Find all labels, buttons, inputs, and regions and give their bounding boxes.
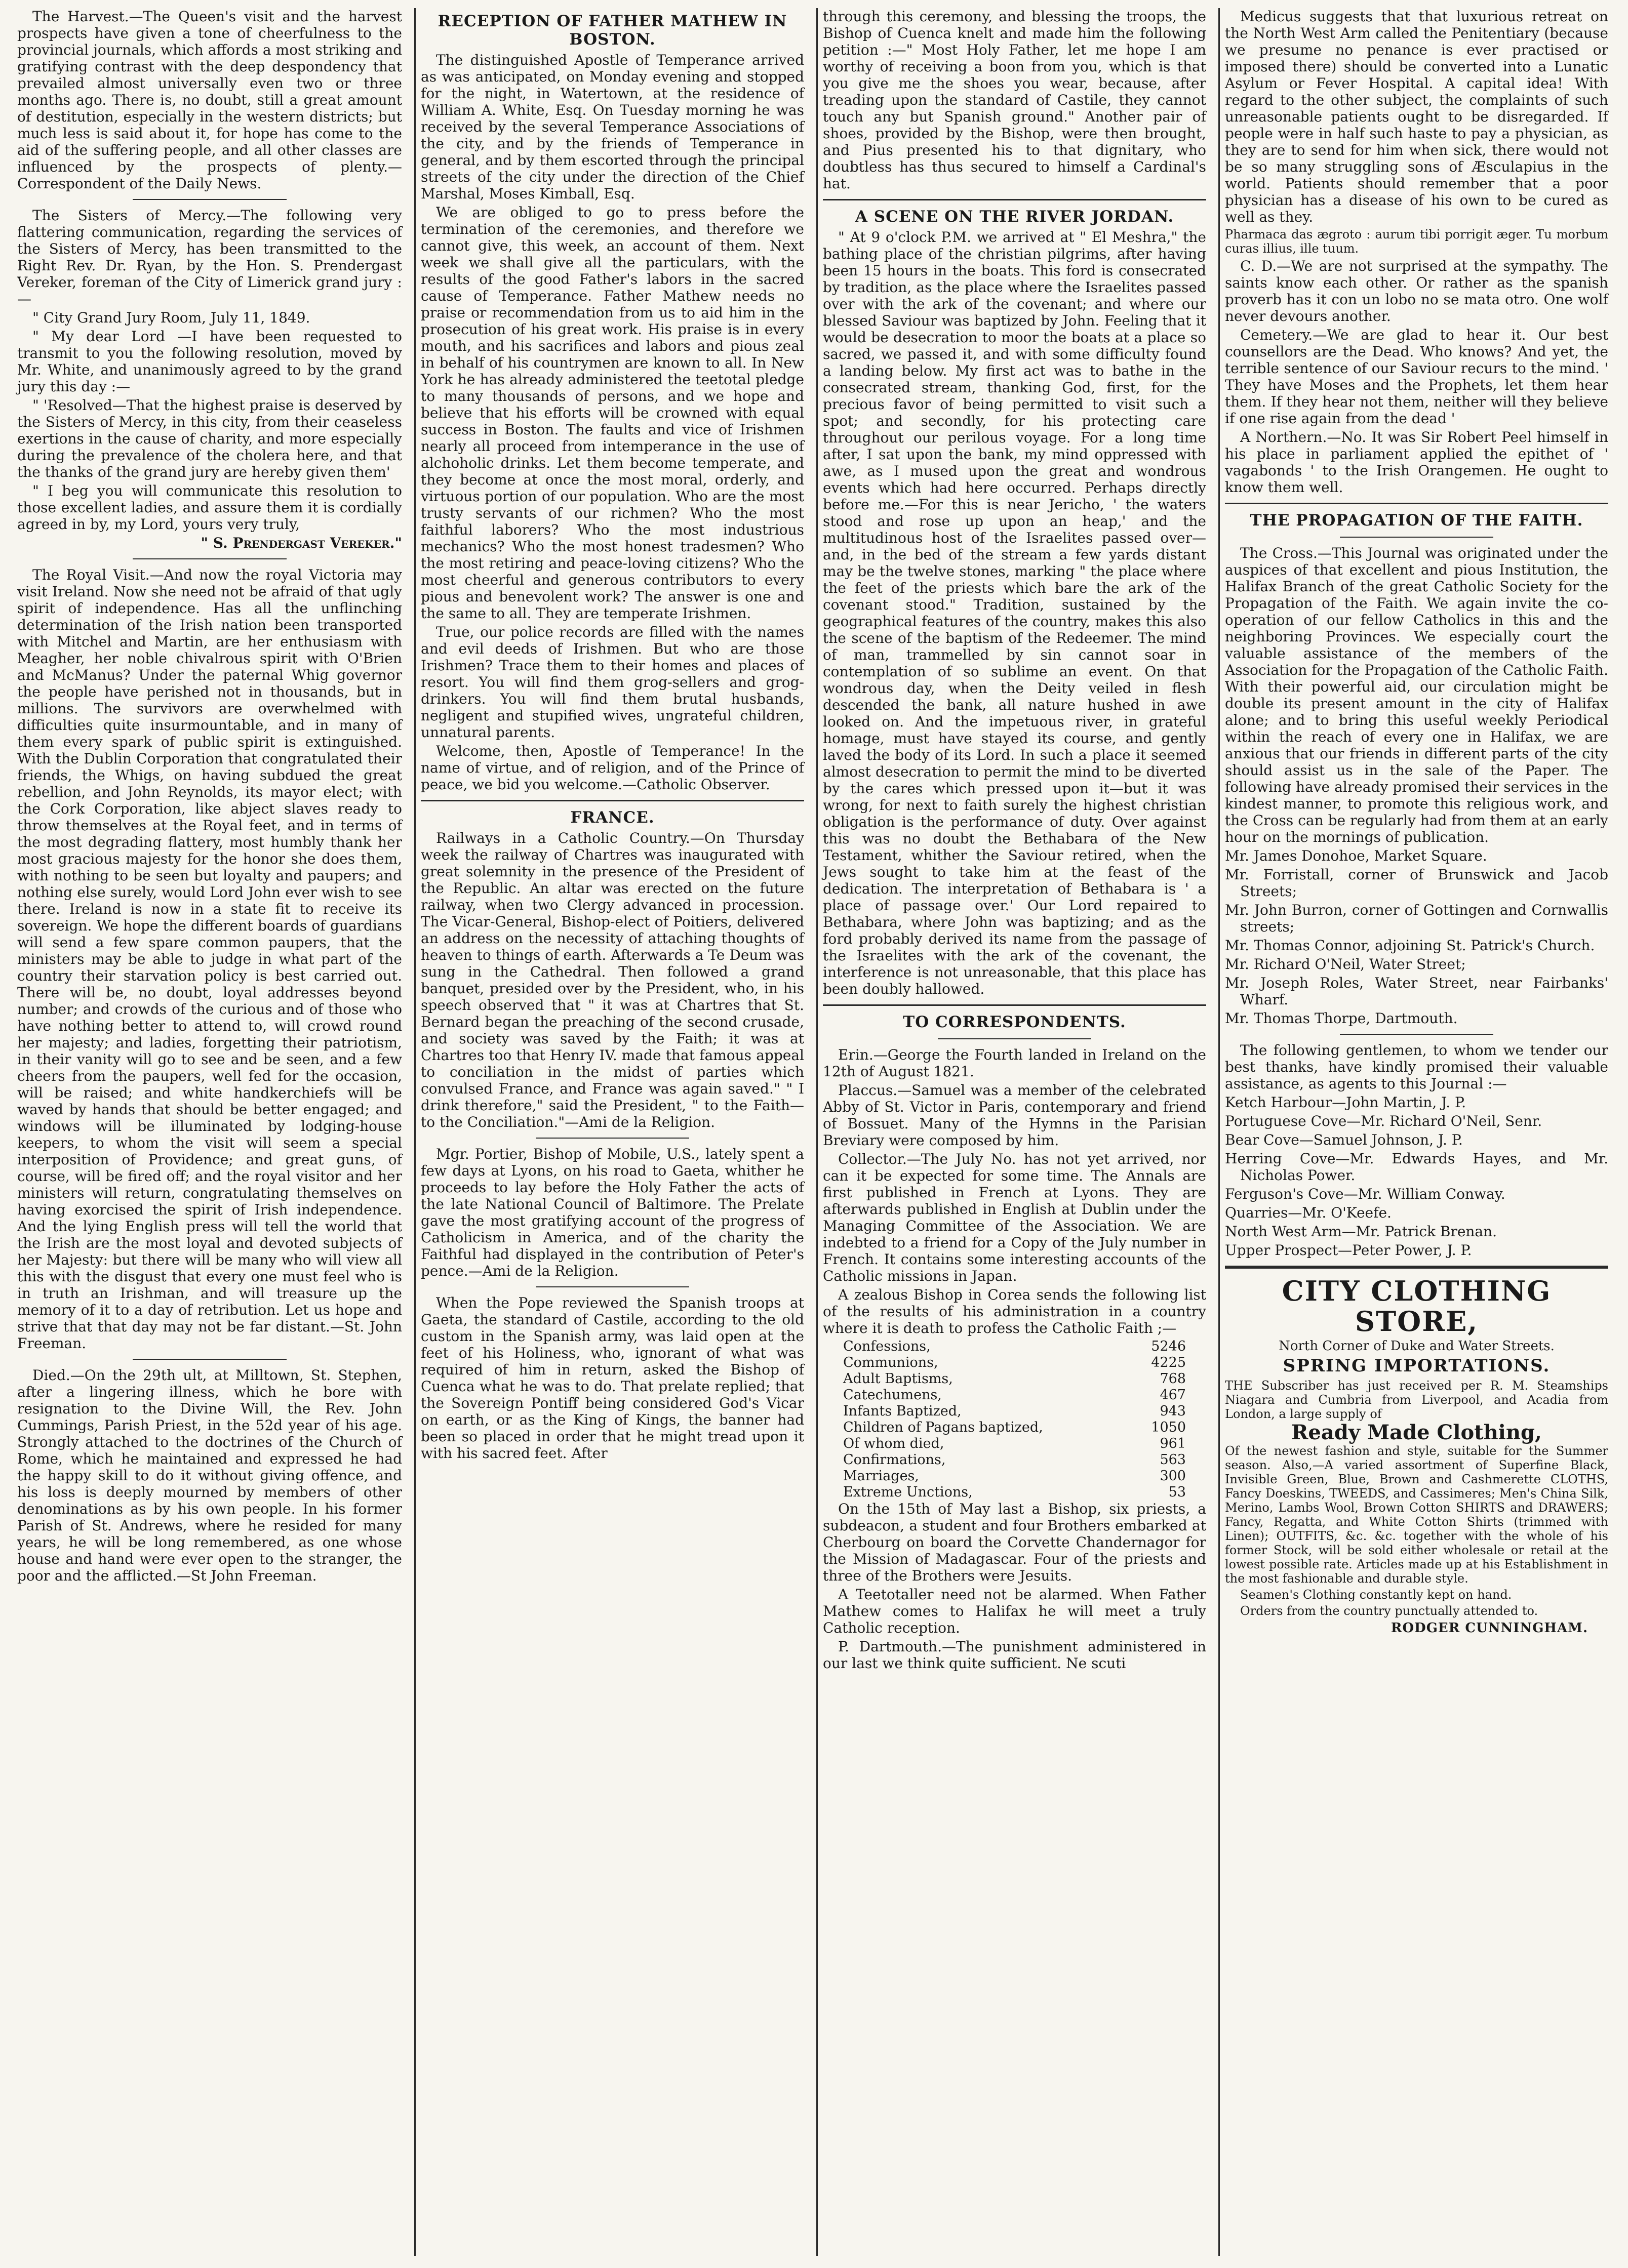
note-cd: C. D.—We are not surprised at the sympathy. The saints know each other. Or rather as the spanish proverb has it con un lobo no se mata otro. One wolf never devours another.: [1225, 258, 1608, 325]
sellers-list: [1225, 847, 1608, 1027]
stat-label: Extreme Unctions,: [843, 1484, 973, 1500]
stat-label: Confessions,: [843, 1339, 931, 1354]
stat-row: [823, 1420, 1206, 1436]
divider: [938, 1038, 1091, 1039]
note-medicus: Medicus suggests that that luxurious retreat on the North West Arm called the Penitentiary (because we presume no penance is ever practised or imposed there) should be converted into a Lunatic Asylum or Fever Hospital. A capital idea! With regard to the other subject, the complaints of such unreasonable patients ought to be disregarded. If people were in half such haste to pay a physician, as they are to send for him when sick, there would not be so many struggling sons of Æsculapius in the world. Patients should remember that a poor physician has a disease of his own to be cured as well as they.: [1225, 8, 1608, 225]
divider: [1340, 1034, 1493, 1035]
agent-item: North West Arm—Mr. Patrick Brenan.: [1225, 1223, 1497, 1240]
divider: [133, 199, 287, 200]
note-cemetery: Cemetery.—We are glad to hear it. Our best counsellors are the Dead. Who knows? And yet, the terrible sentence of our Saviour recurs to the mind. ' They have Moses and the Prophets, let them hear them. If they hear not them, neither will they believe if one rise again from the dead ': [1225, 327, 1608, 427]
seller-item: Mr. Thomas Thorpe, Dartmouth.: [1225, 1010, 1458, 1027]
ad-body-1: THE Subscriber has just received per R. M. Steamships Niagara and Cumbria from Liverpool, and Acadia from London, a large supply of: [1225, 1379, 1608, 1421]
ad-spring-heading: SPRING IMPORTATIONS.: [1283, 1356, 1551, 1376]
ad-body-3: Seamen's Clothing constantly kept on hand.: [1240, 1588, 1512, 1602]
stat-label: Catechumens,: [843, 1387, 942, 1403]
article-mgr-portier: Mgr. Portier, Bishop of Mobile, U.S., lately spent a few days at Lyons, on his road to Gaeta, whither he proceeds to lay before the Holy Father the acts of the late National Council of Baltimore. The Prelate gave the most gratifying account of the progress of Catholicism in America, and of the charity the Faithful had displayed in the contribution of Peter's pence.—Ami de la Religion.: [421, 1146, 804, 1279]
divider: [421, 800, 804, 801]
headline-france: FRANCE.: [570, 808, 655, 827]
seller-item: Mr. Forristall, corner of Brunswick and Jacob Streets;: [1225, 866, 1608, 900]
note-dartmouth: P. Dartmouth.—The punishment administered in our last we think quite sufficient. Ne scuti: [823, 1638, 1206, 1672]
stat-row: [823, 1403, 1206, 1420]
seller-item: Mr. Richard O'Neil, Water Street;: [1225, 956, 1466, 973]
stat-label: Communions,: [843, 1355, 938, 1370]
article-river-jordan: " At 9 o'clock P.M. we arrived at " El Meshra," the bathing place of the christian pilgrims, after having been 15 hours in the boats. This ford is consecrated by tradition, as the place where the Israelites passed over with the ark of the covenant; and where our blessed Saviour was baptized by John. Feeling that it would be desecration to moor the boats at a place so sacred, we passed it, and with some difficulty found a landing below. My first act was to bathe in the consecrated stream, thanking God, first, for the precious favor of being permitted to visit such a spot; and secondly, for his protecting care throughout our perilous voyage. For a long time after, I sat upon the bank, my mind oppressed with awe, as I mused upon the great and wondrous events which had here occurred. Perhaps directly before me.—For this is near Jericho, ' the waters stood and rose up upon an heap,' and the multitudinous host of the Israelites passed over—and, in the bed of the stream a few yards distant may be the twelve stones, marking " the place where the feet of the priests which bare the ark of the covenant stood." Tradition, sustained by the geographical features of the country, makes this also the scene of the baptism of the Redeemer. The mind of man, trammelled by sin cannot soar in contemplation of so sublime an event. On that wondrous day, when the Deity veiled in flesh descended the bank, all nature hushed in awe looked on. And the impetuous river, in grateful homage, must have stayed its course, and gently laved the body of its Lord. In such a place it seemed almost desecration to permit the mind to be diverted by the cares which pressed upon it—but it was wrong, for next to faith surely the highest christian obligation is the performance of duty. Over against this was no doubt the Bethabara of the New Testament, whither the Saviour retired, when the Jews sought to take him at the feast of the dedication. The interpretation of Bethabara is ' a place of passage over.' Our Lord repaired to Bethabara, where John was baptizing; and as the ford probably derived its name from the passage of the Israelites with the ark of the covenant, the interference is not unreasonable, that this place has been doubly hallowed.: [823, 229, 1206, 997]
ad-body-2: Of the newest fashion and style, suitable for the Summer season. Also,—A varied assortment of Superfine Black, Invisible Green, Blue, Brown and Cashmerette CLOTHS, Fancy Doeskins, TWEEDS, and Cassimeres; Men's China Silk, Merino, Lambs Wool, Brown Cotton SHIRTS and DRAWERS; Fancy, Regatta, and White Cotton Shirts (trimmed with Linen); OUTFITS, &c. &c. together with the whole of his former Stock, will be sold either wholesale or retail at the lowest possible rate. Articles made up at his Establishment in the most fashionable and durable style.: [1225, 1444, 1608, 1586]
column-4: [1218, 8, 1613, 2256]
ad-title: CITY CLOTHING STORE,: [1282, 1275, 1552, 1338]
note-teetotaller: A Teetotaller need not be alarmed. When Father Mathew comes to Halifax he will meet a truly Catholic reception.: [823, 1586, 1206, 1636]
stat-value: 1050: [1151, 1420, 1186, 1435]
article-royal-visit: The Royal Visit.—And now the royal Victoria may visit Ireland. Now she need not be afraid of that ugly spirit of independence. Has all the unflinching determination of the Irish nation been transported with Mitchel and Martin, are her enthusiasm with Meagher, her noble chivalrous spirit with O'Brien and McManus? Under the paternal Whig governor the people have perished not in thousands, but in millions. The survivors are overwhelmed with difficulties quite insurmountable, and in many of them every spark of public spirit is extinguished. With the Dublin Corporation that congratulated their friends, the Whigs, on having subdued the great rebellion, and John Reynolds, its mayor elect; with the Cork Corporation, like abject slaves ready to throw themselves at the Royal feet, and in terms of the most degrading flattery, most humbly thank her most gracious majesty for the honor she does them, with nothing to be seen but loyalty and paupers; and nothing else surely, would Lord John ever wish to see there. Ireland is now in a state fit to receive its sovereign. We hope the different boards of guardians will send a few spare common paupers, that the ministers may be able to judge in what part of the country their starvation policy is best carried out. There will be, no doubt, loyal addresses beyond number; and crowds of the curious and of those who have nothing better to attend to, will crowd round her majesty; and ladies, forgetting their patriotism, in their vanity will go to see and be seen, and a few cheers from the paupers, well fed for the occasion, will be raised; and white handkerchiefs will be waved by hands that should be better engaged; and windows will be illuminated by lodging-house keepers, to whom the visit will seem a special interposition of Providence; and great guns, of course, will be fired off; and the royal visitor and her ministers will return, congratulating themselves on having exorcised the spirit of Irish independence. And the lying English press will tell the world that the Irish are the most loyal and devoted subjects of her Majesty: but there will be many who will view all this with the disgust that every one must feel who is in truth an Irishman, and will treasure up the memory of it to a day of retribution. Let us hope and strive that that day may not be far distant.—St. John Freeman.: [17, 566, 402, 1352]
divider: [133, 1359, 287, 1360]
column-1: [12, 8, 407, 2256]
article-pope-gaeta-continued: through this ceremony, and blessing the troops, the Bishop of Cuenca knelt and made him the following petition :—" Most Holy Father, let me hope I am worthy of receiving a boon from you, which is that you give me the shoes you wear, because, after treading upon the standard of Castile, they cannot touch any but Spanish ground." Another pair of shoes, provided by the Bishop, were then brought, and Pius presented his to that dignitary, who doubtless has thus secured to himself a Cardinal's hat.: [823, 8, 1206, 192]
divider: [1340, 537, 1493, 538]
seller-item: Mr. Joseph Roles, Water Street, near Fairbanks' Wharf.: [1225, 975, 1608, 1008]
agents-list: [1225, 1094, 1608, 1259]
headline-father-mathew: RECEPTION OF FATHER MATHEW IN BOSTON.: [438, 12, 787, 49]
article-reception-p3: True, our police records are filled with the names and evil deeds of Irishmen. But who are those Irishmen? Trace them to their homes and places of resort. You will find them grog-sellers and grog-drinkers. You will find them brutal husbands, negligent and stupified wives, ungrateful children, unnatural parents.: [421, 624, 804, 741]
seller-item: Mr. John Burron, corner of Gottingen and Cornwallis streets;: [1225, 902, 1608, 935]
advertisement-city-clothing: [1225, 1276, 1608, 1637]
stat-value: 943: [1160, 1403, 1186, 1419]
article-sisters-of-mercy: The Sisters of Mercy.—The following very flattering communication, regarding the services of the Sisters of Mercy, has been transmitted to the Right Rev. Dr. Ryan, by the Hon. S. Prendergast Vereker, foreman of the City of Limerick grand jury :—: [17, 207, 402, 307]
ad-body-4: Orders from the country punctually attended to.: [1240, 1604, 1538, 1618]
ad-signature: RODGER CUNNINGHAM.: [1391, 1621, 1588, 1636]
stat-row: [823, 1355, 1206, 1371]
note-corea: A zealous Bishop in Corea sends the following list of the results of his administration in a country where it is death to profess the Catholic Faith ;—: [823, 1286, 1206, 1336]
stat-value: 5246: [1151, 1339, 1186, 1354]
column-2: [414, 8, 809, 2256]
stat-value: 4225: [1151, 1355, 1186, 1370]
headline-river-jordan: A SCENE ON THE RIVER JORDAN.: [855, 208, 1174, 226]
note-madagascar: On the 15th of May last a Bishop, six priests, a subdeacon, a student and four Brothers embarked at Cherbourg on board the Corvette Chandernagor for the Mission of Madagascar. Four of the priests and three of the Brothers were Jesuits.: [823, 1501, 1206, 1584]
article-pope-gaeta: When the Pope reviewed the Spanish troops at Gaeta, the standard of Castile, according to the old custom in the Spanish army, was laid open at the feet of his Holiness, who, ignorant of what was required of him in return, asked the Bishop of Cuenca what he was to do. That prelate replied; that the Sovereign Pontiff being considered God's Vicar on earth, or as the King of Kings, the banner had been so placed in order that he might tread upon it with his sacred feet. After: [421, 1294, 804, 1462]
article-sisters-dateline: " City Grand Jury Room, July 11, 1849.: [32, 309, 310, 326]
note-collector: Collector.—The July No. has not yet arrived, nor can it be expected for some time. The Annals are first published in French at Lyons. They are afterwards published in English at Dublin under the Managing Committee of the Association. We are indebted to a friend for a Copy of the July number in French. It contains some interesting accounts of the Catholic missions in Japan.: [823, 1151, 1206, 1284]
stat-value: 563: [1160, 1452, 1186, 1468]
stat-row: [823, 1387, 1206, 1403]
note-placcus: Placcus.—Samuel was a member of the celebrated Abby of St. Victor in Paris, contemporary and friend of Bossuet. Many of the Hymns in the Parisian Breviary were composed by him.: [823, 1082, 1206, 1149]
note-erin: Erin.—George the Fourth landed in Ireland on the 12th of August 1821.: [823, 1046, 1206, 1080]
stat-value: 961: [1160, 1436, 1186, 1451]
stat-label: Of whom died,: [843, 1436, 944, 1451]
stat-value: 300: [1160, 1468, 1186, 1484]
stat-value: 768: [1160, 1371, 1186, 1387]
seller-item: Mr. James Donohoe, Market Square.: [1225, 847, 1487, 864]
latin-quote: Pharmaca das ægroto : aurum tibi porrigit æger. Tu morbum curas illius, ille tuum.: [1225, 227, 1608, 256]
divider: [536, 1138, 689, 1139]
stat-value: 53: [1168, 1484, 1186, 1500]
stat-row: [823, 1371, 1206, 1387]
stat-row: [823, 1452, 1206, 1468]
column-grid: [12, 8, 1616, 2256]
agent-item: Ferguson's Cove—Mr. William Conway.: [1225, 1186, 1505, 1202]
stat-row: [823, 1484, 1206, 1501]
article-died: Died.—On the 29th ult, at Milltown, St. Stephen, after a lingering illness, which he bore with resignation to the Divine Will, the Rev. John Cummings, Parish Priest, in the 52d year of his age. Strongly attached to the doctrines of the Church of Rome, which he maintained and expressed he had the happy skill to do it without giving offence, and his loss is deeply mourned by members of other denominations as by his own people. In his former Parish of St. Andrews, where he resided for many years, he will be long remembered, as one whose house and hand were ever open to the stranger, the poor and the afflicted.—St John Freeman.: [17, 1367, 402, 1584]
article-sisters-signature: " S. Prendergast Vereker.": [201, 535, 402, 551]
agent-item: Bear Cove—Samuel Johnson, J. P.: [1225, 1131, 1463, 1148]
note-northern: A Northern.—No. It was Sir Robert Peel himself in his place in parliament applied the epithet of ' vagabonds ' to the Irish Orangemen. He ought to know them well.: [1225, 429, 1608, 496]
divider: [1225, 503, 1608, 504]
agents-intro: The following gentlemen, to whom we tender our best thanks, have kindly promised their valuable assistance, as agents to this Journal :—: [1225, 1042, 1608, 1092]
stat-label: Children of Pagans baptized,: [843, 1420, 1043, 1435]
divider: [536, 1286, 689, 1287]
article-sisters-letter: " My dear Lord —I have been requested to transmit to you the following resolution, moved by Mr. White, and unanimously agreed to by the grand jury this day :—: [17, 328, 402, 395]
corea-statistics: [823, 1339, 1206, 1501]
column-3: [816, 8, 1211, 2256]
stat-value: 467: [1160, 1387, 1186, 1403]
headline-propagation: THE PROPAGATION OF THE FAITH.: [1250, 511, 1583, 530]
stat-label: Marriages,: [843, 1468, 919, 1484]
stat-row: [823, 1436, 1206, 1452]
article-the-cross: The Cross.—This Journal was originated under the auspices of that excellent and pious Institution, the Halifax Branch of the great Catholic Society for the Propagation of the Faith. We again invite the co-operation of our fellow Catholics in this and the neighboring Provinces. We especially court the valuable assistance of the members of the Association for the Propagation of the Catholic Faith. With their powerful aid, our circulation might be double its present amount in the city of Halifax alone; and to bring this useful weekly Periodical within the reach of every one in Halifax, we are anxious that our friends in different parts of the city should assist us in the sale of the Paper. The following have already promised their services in the kindest manner, to promote this religious work, and the Cross can be regularly had from them at an early hour on the mornings of publication.: [1225, 545, 1608, 845]
agent-item: Herring Cove—Mr. Edwards Hayes, and Mr. Nicholas Power.: [1225, 1150, 1608, 1184]
agent-item: Ketch Harbour—John Martin, J. P.: [1225, 1094, 1466, 1111]
article-sisters-resolution: " 'Resolved—That the highest praise is deserved by the Sisters of Mercy, in this city, from their ceaseless exertions in the cause of charity, and more especially during the prevalence of the cholera here, and that the thanks of the grand jury are hereby given them': [17, 397, 402, 480]
seller-item: Mr. Thomas Connor, adjoining St. Patrick's Church.: [1225, 937, 1595, 954]
agent-item: Quarries—Mr. O'Keefe.: [1225, 1204, 1392, 1221]
advertisement-divider: [1225, 1266, 1608, 1269]
stat-row: [823, 1339, 1206, 1355]
divider: [823, 199, 1206, 200]
stat-label: Adult Baptisms,: [843, 1371, 953, 1387]
article-reception-p2: We are obliged to go to press before the termination of the ceremonies, and therefore we cannot give, this week, an account of them. Next week we shall give all the particulars, with the results of the good Father's labors in the sacred cause of Temperance. Father Mathew needs no praise or recommendation from us to aid him in the prosecution of his great work. His praise is in every mouth, and his sacrifices and labors and pious zeal in behalf of his countrymen are known to all. In New York he has already administered the teetotal pledge to many thousands of persons, and we hope and believe that his efforts will be crowned with equal success in Boston. The faults and vice of Irishmen nearly all proceed from intemperance in the use of alchoholic drinks. Let them become temperate, and they become at once the most moral, orderly, and virtuous portion of our population. Who are the most trusty servants of our richmen? Who the most faithful laborers? Who the most industrious mechanics? Who the most honest tradesmen? Who the most retiring and peace-loving citizens? Who the most cheerful and generous contributors to every pious and benevolent work? The answer is one and the same to all. They are temperate Irishmen.: [421, 204, 804, 622]
ad-subtitle: North Corner of Duke and Water Streets.: [1279, 1339, 1555, 1354]
headline-correspondents: TO CORRESPONDENTS.: [903, 1013, 1126, 1031]
ad-ready-made: Ready Made Clothing,: [1291, 1421, 1542, 1444]
agent-item: Portuguese Cove—Mr. Richard O'Neil, Senr.: [1225, 1113, 1542, 1129]
stat-row: [823, 1468, 1206, 1484]
stat-label: Infants Baptized,: [843, 1403, 962, 1419]
stat-label: Confirmations,: [843, 1452, 946, 1468]
article-reception-p4: Welcome, then, Apostle of Temperance! In the name of virtue, and of religion, and of the Prince of peace, we bid you welcome.—Catholic Observer.: [421, 743, 804, 793]
divider: [133, 558, 287, 559]
article-reception-p1: The distinguished Apostle of Temperance arrived as was anticipated, on Monday evening and stopped for the night, in Watertown, at the residence of William A. White, Esq. On Tuesday morning he was received by the several Temperance Associations of the city, and by the friends of Temperance in general, and by them escorted through the principal streets of the city under the direction of the Chief Marshal, Moses Kimball, Esq.: [421, 52, 804, 202]
article-sisters-closing: " I beg you will communicate this resolution to those excellent ladies, and assure them it is cordially agreed in by, my Lord, yours very truly,: [17, 482, 402, 533]
article-harvest: The Harvest.—The Queen's visit and the harvest prospects have given a tone of cheerfulness to the provincial journals, which affords a most striking and gratifying contrast with the deep despondency that prevailed almost universally even two or three months ago. There is, no doubt, still a great amount of destitution, especially in the western districts; but much less is said about it, for hope has come to the aid of the suffering people, and all other classes are influenced by the prospects of plenty.—Correspondent of the Daily News.: [17, 8, 402, 192]
agent-item: Upper Prospect—Peter Power, J. P.: [1225, 1242, 1472, 1259]
divider: [823, 1004, 1206, 1006]
article-railways: Railways in a Catholic Country.—On Thursday week the railway of Chartres was inaugurated with great solemnity in the presence of the President of the Republic. An altar was erected on the future railway, when two Clergy advanced in procession. The Vicar-General, Bishop-elect of Poitiers, delivered an address on the necessity of attaching thoughts of heaven to things of earth. Afterwards a Te Deum was sung in the Cathedral. Then followed a grand banquet, presided over by the President, who, in his speech observed that " it was at Chartres that St. Bernard began the preaching of the second crusade, and society was saved by the Faith; it was at Chartres too that Henry IV. made that famous appeal to conciliation in the midst of parties which convulsed France, and France was again saved." " I drink therefore," said the President, " to the Faith—to the Conciliation."—Ami de la Religion.: [421, 830, 804, 1130]
